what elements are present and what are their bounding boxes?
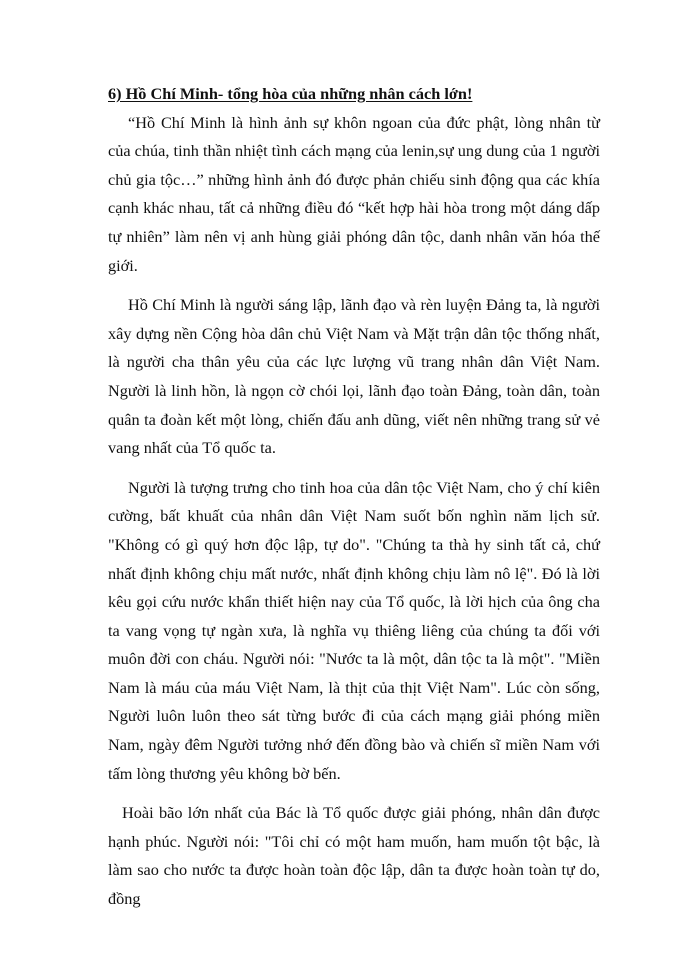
paragraph-1: “Hồ Chí Minh là hình ảnh sự khôn ngoan của đức phật, lòng nhân từ của chúa, tinh thần nhiệt tình cách mạng của lenin,sự ung dung của 1 người chủ gia tộc…” những hình ảnh đó được phản chiếu sinh động qua các khía cạnh khác nhau, tất cả những điều đó “kết hợp hài hòa trong một dáng dấp tự nhiên” làm nên vị anh hùng giải phóng dân tộc, danh nhân văn hóa thế giới. bbox=[108, 112, 600, 275]
document-page bbox=[108, 80, 600, 914]
paragraph-2: Hồ Chí Minh là người sáng lập, lãnh đạo và rèn luyện Đảng ta, là người xây dựng nền Cộng hòa dân chủ Việt Nam và Mặt trận dân tộc thống nhất, là người cha thân yêu của các lực lượng vũ trang nhân dân Việt Nam. Người là linh hồn, là ngọn cờ chói lọi, lãnh đạo toàn Đảng, toàn dân, toàn quân ta đoàn kết một lòng, chiến đấu anh dũng, viết nên những trang sử vẻ vang nhất của Tổ quốc ta. bbox=[108, 295, 600, 458]
section-heading: 6) Hồ Chí Minh- tổng hòa của những nhân cách lớn! bbox=[108, 84, 473, 103]
paragraph-4: Hoài bão lớn nhất của Bác là Tổ quốc được giải phóng, nhân dân được hạnh phúc. Người nói: "Tôi chỉ có một ham muốn, ham muốn tột bậc, là làm sao cho nước ta được hoàn toàn độc lập, dân ta được hoàn toàn tự do, đồng bbox=[108, 803, 600, 909]
paragraph-3: Người là tượng trưng cho tinh hoa của dân tộc Việt Nam, cho ý chí kiên cường, bất khuất của nhân dân Việt Nam suốt bốn nghìn năm lịch sử. "Không có gì quý hơn độc lập, tự do". "Chúng ta thà hy sinh tất cả, chứ nhất định không chịu mất nước, nhất định không chịu làm nô lệ". Đó là lời kêu gọi cứu nước khẩn thiết hiện nay của Tổ quốc, là lời hịch của ông cha ta vang vọng tự ngàn xưa, là nghĩa vụ thiêng liêng của chúng ta đối với muôn đời con cháu. Người nói: "Nước ta là một, dân tộc ta là một". "Miền Nam là máu của máu Việt Nam, là thịt của thịt Việt Nam". Lúc còn sống, Người luôn luôn theo sát từng bước đi của cách mạng giải phóng miền Nam, ngày đêm Người tưởng nhớ đến đồng bào và chiến sĩ miền Nam với tấm lòng thương yêu không bờ bến. bbox=[108, 477, 600, 783]
